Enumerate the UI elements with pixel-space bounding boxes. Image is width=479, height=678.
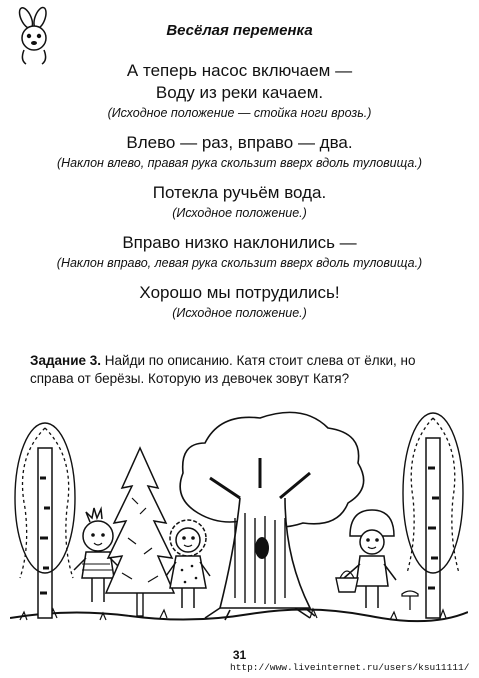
poem-stanza [0,182,479,222]
task-text: Найди по описанию. Катя стоит слева от ёлки, но справа от берёзы. Которую из девочек зовут Катя? [30,353,416,386]
poem-instruction: (Исходное положение.) [172,306,307,320]
oak-tree-icon [180,412,363,620]
poem-stanza [0,60,479,122]
task-label: Задание 3. [30,353,102,368]
poem-instruction: (Наклон вправо, левая рука скользит вверх вдоль туловища.) [56,256,423,270]
poem-verse: Хорошо мы потрудились! [139,283,340,302]
watermark-url: http://www.liveinternet.ru/users/ksu11111/ [230,662,470,673]
page-title: Весёлая переменка [166,22,313,39]
poem-verse: Влево — раз, вправо — два. [126,133,353,152]
poem-stanza [0,232,479,272]
exercise-poem [0,60,479,332]
birch-tree-icon [15,423,75,618]
task-3 [30,352,460,388]
poem-instruction: (Исходное положение.) [172,206,307,220]
fir-tree-icon [106,448,174,616]
poem-verse: Воду из реки качаем. [155,83,324,102]
poem-stanza [0,132,479,172]
poem-stanza [0,282,479,322]
poem-verse: Потекла ручьём вода. [152,183,327,202]
poem-verse: Вправо низко наклонились — [122,233,357,252]
forest-illustration [10,398,468,630]
girl-icon [166,520,210,608]
poem-instruction: (Наклон влево, правая рука скользит вверх вдоль туловища.) [56,156,422,170]
poem-verse: А теперь насос включаем — [126,61,353,80]
page-number: 31 [232,648,247,662]
poem-instruction: (Исходное положение — стойка ноги врозь.) [107,106,372,120]
birch-tree-icon [403,413,463,618]
